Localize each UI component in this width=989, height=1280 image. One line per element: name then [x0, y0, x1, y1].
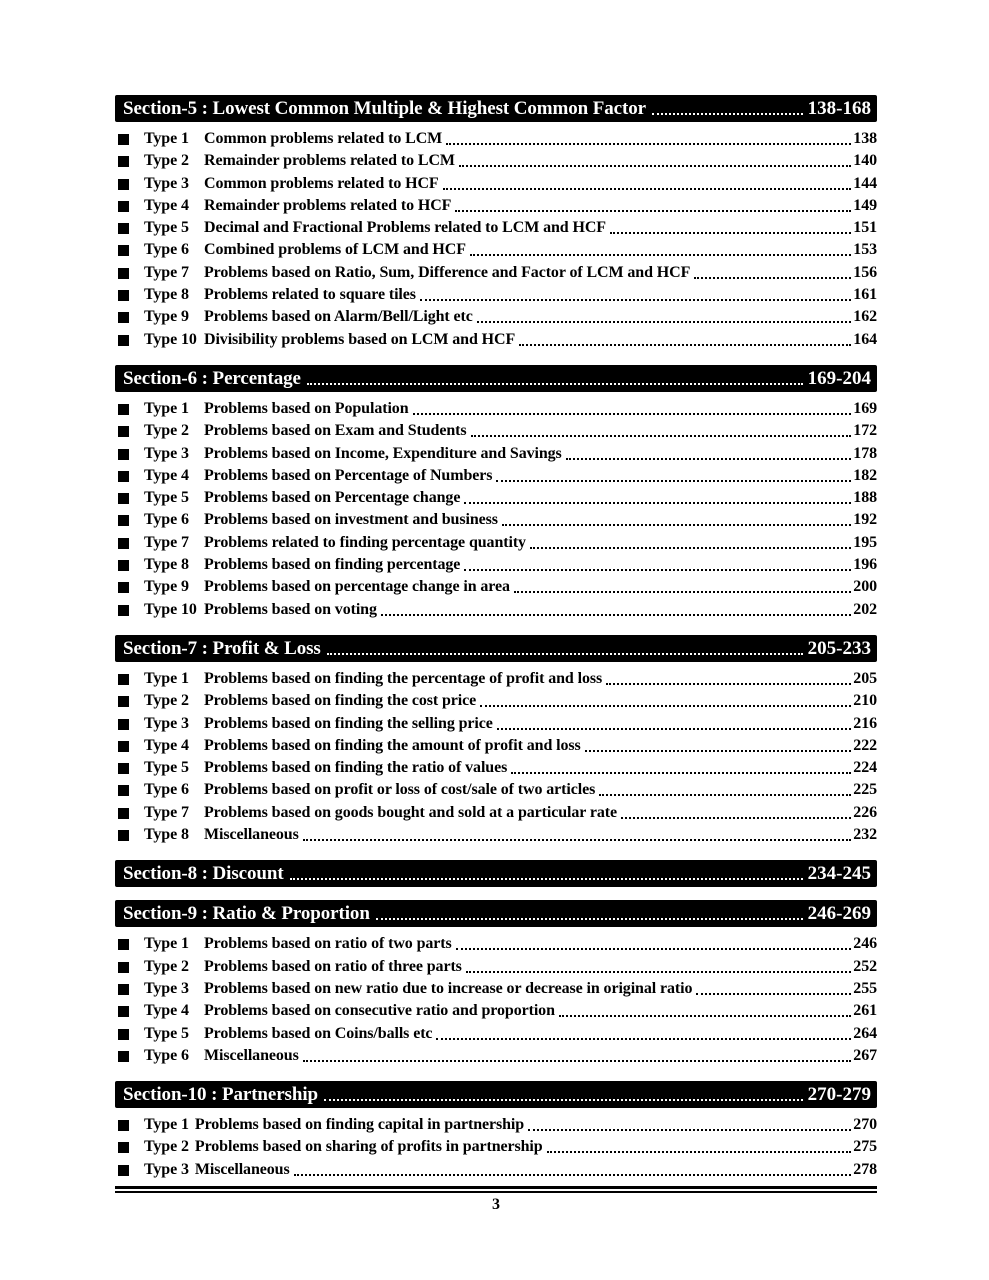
entry-page-number: 261	[853, 1002, 877, 1020]
entry-page-number: 164	[853, 330, 877, 348]
entry-title: Problems based on sharing of profits in partnership	[194, 1138, 543, 1156]
entry-title: Common problems related to HCF	[204, 174, 439, 192]
dot-leader	[519, 344, 851, 346]
dot-leader	[455, 210, 851, 212]
toc-entry	[115, 691, 877, 713]
dot-leader	[696, 993, 851, 995]
square-bullet-icon	[118, 962, 129, 973]
dot-leader	[497, 728, 852, 730]
toc-entry	[115, 399, 877, 421]
section-entries	[115, 669, 877, 847]
dot-leader	[610, 232, 851, 234]
entry-page-number: 216	[853, 714, 877, 732]
square-bullet-icon	[118, 201, 129, 212]
toc-entry	[115, 510, 877, 532]
toc-entry	[115, 444, 877, 466]
entry-type-label: Type 9	[144, 308, 189, 326]
entry-title: Problems based on Alarm/Bell/Light etc	[204, 308, 473, 326]
toc-entry	[115, 1137, 877, 1159]
toc-entry	[115, 1024, 877, 1046]
entry-type-label: Type 7	[144, 263, 189, 281]
entry-type-label: Type 4	[144, 1002, 189, 1020]
entry-type-label: Type 8	[144, 286, 189, 304]
toc-entry	[115, 151, 877, 173]
dot-leader	[459, 165, 851, 167]
section-page-range: 246-269	[807, 903, 871, 925]
entry-type-label: Type 7	[144, 533, 189, 551]
entry-type-label: Type 6	[144, 1046, 189, 1064]
dot-leader	[420, 299, 851, 301]
entry-title: Problems based on finding the selling price	[204, 714, 493, 732]
entry-page-number: 264	[853, 1024, 877, 1042]
dot-leader	[464, 569, 851, 571]
entry-page-number: 140	[853, 152, 877, 170]
entry-type-label: Type 1	[144, 130, 189, 147]
entry-page-number: 161	[853, 286, 877, 304]
section-title: Section-9 : Ratio & Proportion	[123, 903, 370, 925]
section-entries	[115, 129, 877, 352]
entry-title: Problems based on ratio of two parts	[204, 935, 452, 953]
square-bullet-icon	[118, 471, 129, 482]
dot-leader	[514, 591, 851, 593]
toc-entry	[115, 421, 877, 443]
entry-type-label: Type 6	[144, 241, 189, 259]
square-bullet-icon	[118, 1165, 129, 1176]
dot-leader	[303, 839, 852, 841]
entry-title: Problems based on Coins/balls etc	[204, 1024, 433, 1042]
dot-leader	[443, 188, 852, 190]
toc-entry	[115, 1160, 877, 1182]
square-bullet-icon	[118, 290, 129, 301]
toc-section	[115, 95, 877, 352]
entry-page-number: 138	[853, 130, 877, 147]
entry-title: Decimal and Fractional Problems related to LCM and HCF	[204, 219, 606, 237]
entry-title: Problems based on finding the ratio of values	[204, 759, 508, 777]
square-bullet-icon	[118, 785, 129, 796]
square-bullet-icon	[118, 582, 129, 593]
entry-type-label: Type 6	[144, 511, 189, 529]
dot-leader	[502, 524, 851, 526]
dot-leader	[621, 817, 851, 819]
toc-entry	[115, 533, 877, 555]
entry-type-label: Type 3	[144, 444, 189, 462]
entry-title: Miscellaneous	[194, 1160, 290, 1178]
entry-title: Problems based on Percentage of Numbers	[204, 466, 493, 484]
dot-leader	[480, 705, 851, 707]
section-title: Section-7 : Profit & Loss	[123, 637, 321, 659]
section-entries	[115, 399, 877, 622]
square-bullet-icon	[118, 984, 129, 995]
toc-entry	[115, 669, 877, 691]
entry-title: Problems based on finding the cost price	[204, 692, 477, 710]
entry-page-number: 162	[853, 308, 877, 326]
square-bullet-icon	[118, 156, 129, 167]
section-header	[115, 635, 877, 662]
entry-type-label: Type 4	[144, 196, 189, 214]
toc-entry	[115, 714, 877, 736]
entry-page-number: 246	[853, 935, 877, 953]
entry-page-number: 178	[853, 444, 877, 462]
entry-page-number: 200	[853, 578, 877, 596]
entry-title: Problems based on ratio of three parts	[204, 957, 462, 975]
section-page-range: 205-233	[807, 637, 871, 659]
entry-page-number: 278	[853, 1160, 877, 1178]
entry-title: Problems based on finding percentage	[204, 556, 461, 574]
toc-entry	[115, 758, 877, 780]
entry-title: Divisibility problems based on LCM and HCF	[204, 330, 516, 348]
entry-type-label: Type 4	[144, 466, 189, 484]
square-bullet-icon	[118, 268, 129, 279]
entry-page-number: 226	[853, 803, 877, 821]
entry-title: Remainder problems related to LCM	[204, 152, 455, 170]
entry-title: Problems related to square tiles	[204, 286, 416, 304]
section-entries	[115, 1115, 877, 1182]
entry-page-number: 275	[853, 1138, 877, 1156]
dot-leader	[464, 502, 851, 504]
entry-title: Problems based on Ratio, Sum, Difference and Factor of LCM and HCF	[204, 263, 691, 281]
entry-title: Problems based on Percentage change	[204, 489, 461, 507]
dot-leader	[606, 683, 851, 685]
dot-leader	[327, 653, 803, 655]
dot-leader	[307, 383, 803, 385]
square-bullet-icon	[118, 1142, 129, 1153]
entry-type-label: Type 2	[144, 152, 189, 170]
entry-title: Miscellaneous	[204, 1046, 299, 1064]
dot-leader	[652, 113, 803, 115]
dot-leader	[566, 458, 852, 460]
entry-type-label: Type 8	[144, 556, 189, 574]
entry-type-label: Type 10	[144, 600, 197, 618]
toc-entry	[115, 957, 877, 979]
toc-entry	[115, 285, 877, 307]
dot-leader	[559, 1015, 851, 1017]
dot-leader	[466, 971, 851, 973]
section-page-range: 169-204	[807, 367, 871, 389]
toc-entry	[115, 934, 877, 956]
toc-entry	[115, 825, 877, 847]
entry-title: Problems based on investment and business	[204, 511, 498, 529]
entry-page-number: 222	[853, 736, 877, 754]
footer-divider	[115, 1186, 877, 1193]
entry-title: Problems related to finding percentage quantity	[204, 533, 526, 551]
entry-type-label: Type 5	[144, 219, 189, 237]
entry-page-number: 267	[853, 1046, 877, 1064]
entry-type-label: Type 5	[144, 1024, 189, 1042]
toc-entry	[115, 979, 877, 1001]
entry-title: Combined problems of LCM and HCF	[204, 241, 466, 259]
entry-type-label: Type 3	[144, 1160, 189, 1178]
entry-page-number: 172	[853, 422, 877, 440]
entry-page-number: 144	[853, 174, 877, 192]
entry-title: Problems based on finding capital in partnership	[194, 1116, 525, 1134]
square-bullet-icon	[118, 741, 129, 752]
square-bullet-icon	[118, 134, 129, 145]
entry-page-number: 232	[853, 826, 877, 844]
toc-entry	[115, 736, 877, 758]
square-bullet-icon	[118, 404, 129, 415]
dot-leader	[694, 277, 851, 279]
dot-leader	[528, 1129, 851, 1131]
toc-entry	[115, 218, 877, 240]
entry-page-number: 169	[853, 399, 877, 417]
entry-title: Problems based on percentage change in area	[204, 578, 510, 596]
entry-page-number: 252	[853, 957, 877, 975]
entry-page-number: 205	[853, 669, 877, 687]
toc-entry	[115, 240, 877, 262]
toc-entry	[115, 307, 877, 329]
dot-leader	[477, 321, 852, 323]
dot-leader	[511, 772, 851, 774]
entry-page-number: 196	[853, 556, 877, 574]
entry-title: Problems based on Exam and Students	[204, 422, 467, 440]
square-bullet-icon	[118, 538, 129, 549]
toc-entry	[115, 577, 877, 599]
dot-leader	[436, 1038, 851, 1040]
square-bullet-icon	[118, 808, 129, 819]
section-header	[115, 95, 877, 122]
toc-section	[115, 900, 877, 1068]
entry-type-label: Type 2	[144, 957, 189, 975]
entry-type-label: Type 5	[144, 759, 189, 777]
entry-page-number: 149	[853, 196, 877, 214]
entry-type-label: Type 3	[144, 714, 189, 732]
square-bullet-icon	[118, 493, 129, 504]
square-bullet-icon	[118, 1120, 129, 1131]
entry-page-number: 192	[853, 511, 877, 529]
entry-title: Problems based on Population	[204, 399, 409, 417]
square-bullet-icon	[118, 335, 129, 346]
square-bullet-icon	[118, 245, 129, 256]
dot-leader	[303, 1060, 852, 1062]
table-of-contents	[115, 95, 877, 1214]
square-bullet-icon	[118, 939, 129, 950]
square-bullet-icon	[118, 312, 129, 323]
entry-type-label: Type 2	[144, 422, 189, 440]
entry-page-number: 153	[853, 241, 877, 259]
square-bullet-icon	[118, 449, 129, 460]
dot-leader	[446, 143, 851, 145]
toc-entry	[115, 555, 877, 577]
entry-title: Problems based on consecutive ratio and proportion	[204, 1002, 555, 1020]
dot-leader	[530, 547, 851, 549]
dot-leader	[381, 614, 851, 616]
square-bullet-icon	[118, 1051, 129, 1062]
entry-title: Common problems related to LCM	[204, 130, 443, 147]
toc-entry	[115, 1115, 877, 1137]
toc-entry	[115, 263, 877, 285]
section-title: Section-10 : Partnership	[123, 1084, 318, 1106]
entry-page-number: 151	[853, 219, 877, 237]
dot-leader	[294, 1174, 852, 1176]
square-bullet-icon	[118, 696, 129, 707]
entry-type-label: Type 9	[144, 578, 189, 596]
entry-type-label: Type 5	[144, 489, 189, 507]
square-bullet-icon	[118, 179, 129, 190]
entry-title: Problems based on profit or loss of cost/sale of two articles	[204, 781, 596, 799]
square-bullet-icon	[118, 560, 129, 571]
dot-leader	[471, 435, 852, 437]
section-header	[115, 1081, 877, 1108]
entry-title: Problems based on goods bought and sold at a particular rate	[204, 803, 618, 821]
entry-type-label: Type 1	[144, 399, 189, 417]
entry-page-number: 182	[853, 466, 877, 484]
entry-type-label: Type 2	[144, 692, 189, 710]
entry-type-label: Type 4	[144, 736, 189, 754]
section-header	[115, 365, 877, 392]
dot-leader	[585, 750, 852, 752]
square-bullet-icon	[118, 1029, 129, 1040]
entry-page-number: 156	[853, 263, 877, 281]
dot-leader	[413, 413, 852, 415]
entry-page-number: 270	[853, 1116, 877, 1134]
dot-leader	[547, 1151, 852, 1153]
section-page-range: 234-245	[807, 863, 871, 885]
entry-type-label: Type 1	[144, 1116, 189, 1134]
toc-entry	[115, 174, 877, 196]
toc-entry	[115, 196, 877, 218]
dot-leader	[324, 1099, 803, 1101]
dot-leader	[376, 918, 803, 920]
section-page-range: 270-279	[807, 1084, 871, 1106]
section-entries	[115, 934, 877, 1068]
entry-type-label: Type 2	[144, 1138, 189, 1156]
entry-title: Problems based on new ratio due to increase or decrease in original ratio	[204, 979, 693, 997]
entry-type-label: Type 3	[144, 174, 189, 192]
square-bullet-icon	[118, 426, 129, 437]
entry-title: Miscellaneous	[204, 826, 299, 844]
entry-page-number: 255	[853, 979, 877, 997]
toc-entry	[115, 129, 877, 151]
entry-title: Remainder problems related to HCF	[204, 196, 452, 214]
square-bullet-icon	[118, 830, 129, 841]
dot-leader	[599, 794, 851, 796]
entry-type-label: Type 3	[144, 979, 189, 997]
toc-entry	[115, 1001, 877, 1023]
entry-type-label: Type 6	[144, 781, 189, 799]
toc-entry	[115, 330, 877, 352]
entry-title: Problems based on Income, Expenditure and Savings	[204, 444, 562, 462]
entry-type-label: Type 10	[144, 330, 197, 348]
toc-section	[115, 860, 877, 887]
dot-leader	[290, 878, 803, 880]
dot-leader	[496, 480, 851, 482]
section-header	[115, 860, 877, 887]
entry-title: Problems based on finding the amount of profit and loss	[204, 736, 581, 754]
toc-entry	[115, 466, 877, 488]
toc-section	[115, 635, 877, 847]
square-bullet-icon	[118, 223, 129, 234]
entry-page-number: 188	[853, 489, 877, 507]
entry-title: Problems based on finding the percentage of profit and loss	[204, 669, 603, 687]
square-bullet-icon	[118, 605, 129, 616]
toc-entry	[115, 780, 877, 802]
dot-leader	[456, 948, 852, 950]
toc-entry	[115, 803, 877, 825]
square-bullet-icon	[118, 719, 129, 730]
entry-title: Problems based on voting	[204, 600, 377, 618]
section-page-range: 138-168	[807, 98, 871, 119]
toc-section	[115, 1081, 877, 1182]
entry-type-label: Type 1	[144, 935, 189, 953]
entry-type-label: Type 8	[144, 826, 189, 844]
entry-page-number: 210	[853, 692, 877, 710]
toc-section	[115, 365, 877, 622]
entry-page-number: 224	[853, 759, 877, 777]
entry-page-number: 202	[853, 600, 877, 618]
page-footer	[115, 1186, 877, 1214]
entry-page-number: 195	[853, 533, 877, 551]
toc-entry	[115, 1046, 877, 1068]
square-bullet-icon	[118, 1006, 129, 1017]
dot-leader	[470, 254, 851, 256]
entry-type-label: Type 7	[144, 803, 189, 821]
square-bullet-icon	[118, 674, 129, 685]
entry-type-label: Type 1	[144, 669, 189, 687]
toc-entry	[115, 488, 877, 510]
section-header	[115, 900, 877, 927]
section-title: Section-5 : Lowest Common Multiple & Highest Common Factor	[123, 98, 646, 119]
entry-page-number: 225	[853, 781, 877, 799]
page-number: 3	[492, 1195, 500, 1213]
square-bullet-icon	[118, 515, 129, 526]
toc-entry	[115, 600, 877, 622]
square-bullet-icon	[118, 763, 129, 774]
section-title: Section-6 : Percentage	[123, 367, 301, 389]
section-title: Section-8 : Discount	[123, 863, 284, 885]
